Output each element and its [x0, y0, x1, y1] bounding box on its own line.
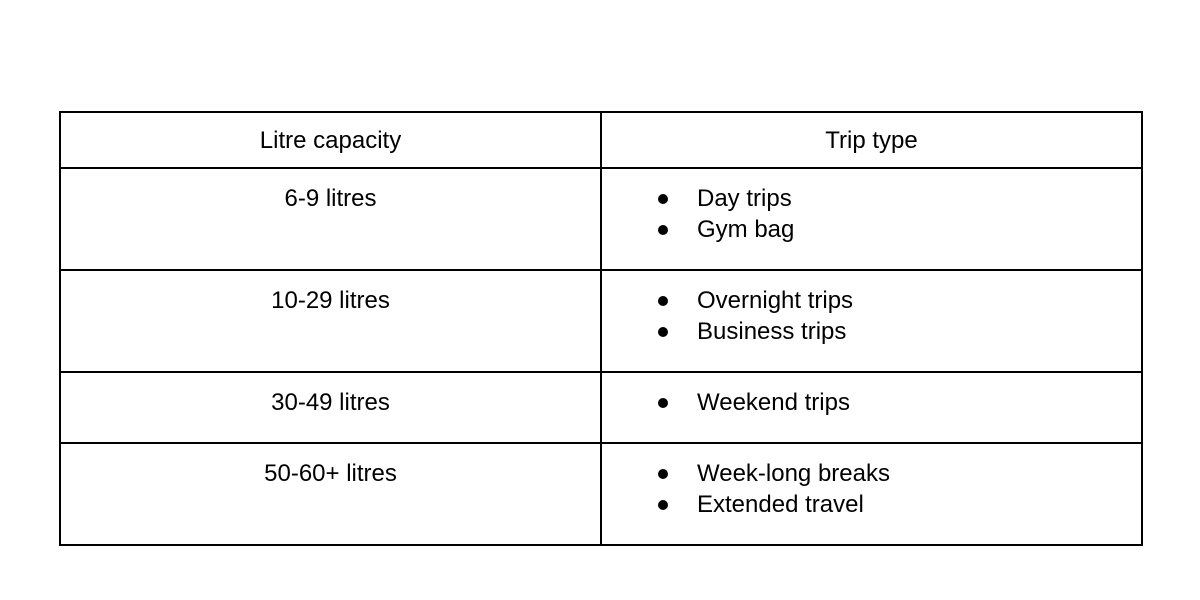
- bullet-icon: [658, 296, 668, 306]
- trip-type-cell: [601, 168, 1142, 270]
- capacity-cell: 30-49 litres: [60, 372, 601, 443]
- trip-type-cell: [601, 372, 1142, 443]
- capacity-cell: 6-9 litres: [60, 168, 601, 270]
- trip-type-cell: [601, 270, 1142, 372]
- list-item: [602, 183, 1141, 214]
- table-row: [60, 443, 1142, 545]
- trip-label: Extended travel: [697, 491, 864, 518]
- list-item: [602, 316, 1141, 347]
- bullet-icon: [658, 225, 668, 235]
- trip-label: Week-long breaks: [697, 460, 890, 487]
- list-item: [602, 489, 1141, 520]
- trip-label: Overnight trips: [697, 287, 854, 314]
- table-row: [60, 168, 1142, 270]
- list-item: [602, 214, 1141, 245]
- capacity-cell: 10-29 litres: [60, 270, 601, 372]
- bullet-icon: [658, 500, 668, 510]
- bullet-icon: [658, 469, 668, 479]
- header-litre-capacity: Litre capacity: [60, 112, 601, 168]
- header-trip-type: Trip type: [601, 112, 1142, 168]
- trip-label: Weekend trips: [697, 389, 850, 416]
- trip-list: [602, 387, 1141, 418]
- table-row: [60, 372, 1142, 443]
- bullet-icon: [658, 398, 668, 408]
- capacity-trip-table: [59, 111, 1143, 546]
- trip-label: Business trips: [697, 318, 847, 345]
- bullet-icon: [658, 327, 668, 337]
- table-row: [60, 270, 1142, 372]
- trip-list: [602, 285, 1141, 347]
- trip-list: [602, 183, 1141, 245]
- list-item: [602, 285, 1141, 316]
- trip-list: [602, 458, 1141, 520]
- bullet-icon: [658, 194, 668, 204]
- trip-label: Gym bag: [697, 216, 795, 243]
- table-header-row: [60, 112, 1142, 168]
- trip-label: Day trips: [697, 185, 792, 212]
- list-item: [602, 458, 1141, 489]
- trip-type-cell: [601, 443, 1142, 545]
- list-item: [602, 387, 1141, 418]
- capacity-cell: 50-60+ litres: [60, 443, 601, 545]
